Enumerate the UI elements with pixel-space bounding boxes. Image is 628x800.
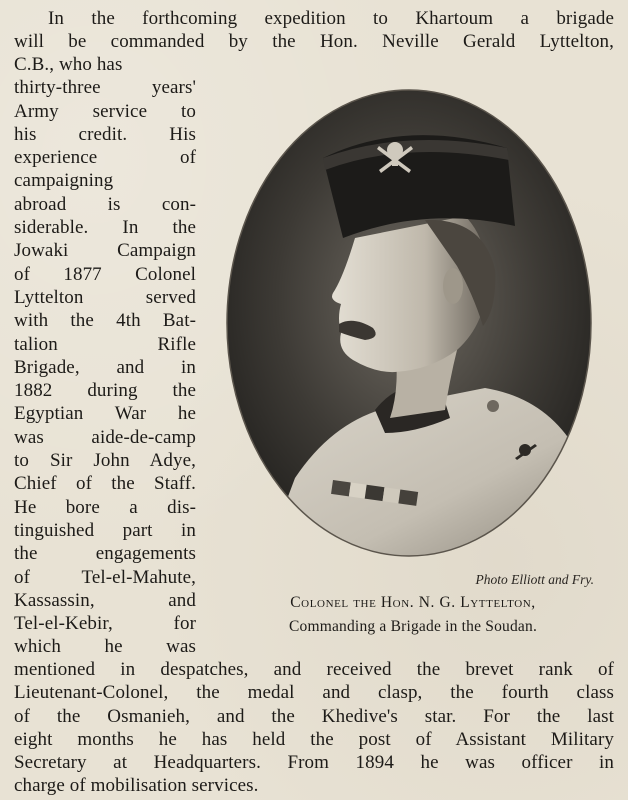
article-line: C.B., who has — [14, 54, 123, 75]
article-line: the engagements — [14, 543, 196, 565]
article-line: his credit. His — [14, 123, 196, 145]
article-line: campaigning — [14, 170, 114, 192]
article-line: mentioned in despatches, and received the brevet rank of — [14, 659, 614, 680]
article-opening — [14, 7, 614, 54]
photo-credit: Photo Elliott and Fry. — [475, 572, 594, 587]
article-line: which he was — [14, 636, 196, 658]
article-left-column — [14, 53, 196, 659]
article-line: was aide-de-camp — [14, 426, 196, 448]
article-line: Jowaki Campaign — [14, 240, 196, 262]
article-line: of the Osmanieh, and the Khedive's star. For the last — [14, 705, 614, 727]
article-line: Brigade, and in — [14, 356, 196, 378]
article-line: thirty-three years' — [14, 77, 196, 99]
article-line: Kassassin, and — [14, 589, 196, 611]
article-line: experience of — [14, 147, 196, 169]
article-line: with the 4th Bat- — [14, 310, 196, 332]
portrait-caption-subtitle: Commanding a Brigade in the Soudan. — [288, 618, 538, 635]
article-line: siderable. In the — [14, 217, 196, 239]
article-line: of Tel-el-Mahute, — [14, 566, 196, 588]
article-line: In the forthcoming expedition to Khartoum a brigade — [48, 8, 614, 29]
article-line: tinguished part in — [14, 519, 196, 541]
article-line: Lieutenant-Colonel, the medal and clasp, the fourth class — [14, 682, 614, 704]
article-line: eight months he has held the post of Assistant Military — [14, 728, 614, 750]
article-line: He bore a dis- — [14, 496, 196, 518]
article-line: Tel-el-Kebir, for — [14, 613, 196, 635]
article-line: abroad is con- — [14, 193, 196, 215]
article-line: Army service to — [14, 100, 196, 122]
article-line: to Sir John Adye, — [14, 450, 196, 472]
article-line: 1882 during the — [14, 380, 196, 402]
article-line: charge of mobilisation services. — [14, 775, 259, 797]
article-line: talion Rifle — [14, 333, 196, 355]
article-line: Chief of the Staff. — [14, 473, 196, 495]
portrait-caption-name: Colonel the Hon. N. G. Lyttelton, — [290, 594, 536, 611]
article-line: Egyptian War he — [14, 403, 196, 425]
article-closing — [14, 658, 614, 798]
article-line: Lyttelton served — [14, 286, 196, 308]
article-line: will be commanded by the Hon. Neville Gerald Lyttelton, — [14, 31, 614, 53]
oval-portrait-photograph-icon — [225, 88, 593, 558]
article-line: of 1877 Colonel — [14, 263, 196, 285]
article-line: Secretary at Headquarters. From 1894 he was officer in — [14, 752, 614, 774]
